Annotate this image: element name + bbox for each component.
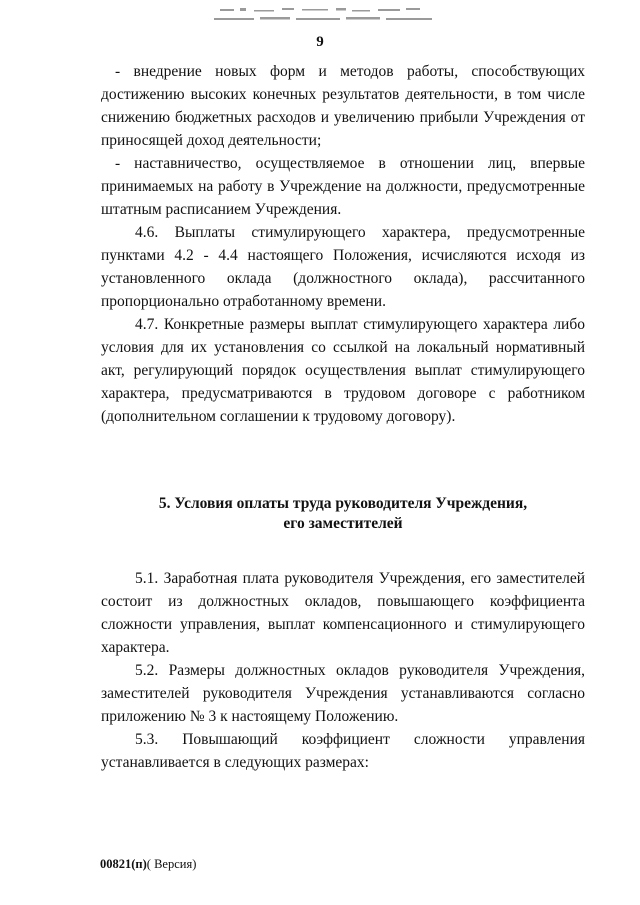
- paragraph-new-methods: - внедрение новых форм и методов работы, способствующих достижению высоких конечных результатов деятельности, в том числе снижению бюджетных расходов и увеличению прибыли Учреждения от приносящей доход деятельности;: [101, 63, 585, 149]
- section-5-title: [101, 494, 585, 534]
- footer-doc-code: [100, 857, 196, 872]
- body-text-top: [101, 60, 585, 428]
- scan-noise-graphic: [210, 6, 440, 26]
- scan-header-marks: [210, 6, 440, 26]
- body-text-bottom: [101, 567, 585, 774]
- footer-code: 00821(п): [100, 857, 147, 871]
- paragraph-mentoring: - наставничество, осуществляемое в отношении лиц, впервые принимаемых на работу в Учреждение на должности, предусмотренные штатным расписанием Учреждения.: [101, 155, 585, 218]
- section-title-line-1: 5. Условия оплаты труда руководителя Учреждения,: [158, 495, 528, 512]
- page-number: 9: [316, 34, 324, 50]
- paragraph-5-3: 5.3. Повышающий коэффициент сложности управления устанавливается в следующих размерах:: [101, 731, 585, 771]
- paragraph-5-1: 5.1. Заработная плата руководителя Учреждения, его заместителей состоит из должностных окладов, повышающего коэффициента сложности управления, выплат компенсационного и стимулирующего характера.: [101, 570, 585, 656]
- footer-version: ( Версия): [146, 857, 197, 871]
- section-title-line-2: его заместителей: [283, 515, 403, 532]
- paragraph-4-6: 4.6. Выплаты стимулирующего характера, предусмотренные пунктами 4.2 - 4.4 настоящего Положения, исчисляются исходя из установленного оклада (должностного оклада), рассчитанного пропорционально отработанному времени.: [101, 224, 585, 310]
- paragraph-5-2: 5.2. Размеры должностных окладов руководителя Учреждения, заместителей руководителя Учреждения устанавливаются согласно приложению № 3 к настоящему Положению.: [101, 662, 585, 725]
- paragraph-4-7: 4.7. Конкретные размеры выплат стимулирующего характера либо условия для их установления со ссылкой на локальный нормативный акт, регулирующий порядок осуществления выплат стимулирующего характера, предусматриваются в трудовом договоре с работником (дополнительном соглашении к трудовому договору).: [101, 316, 585, 425]
